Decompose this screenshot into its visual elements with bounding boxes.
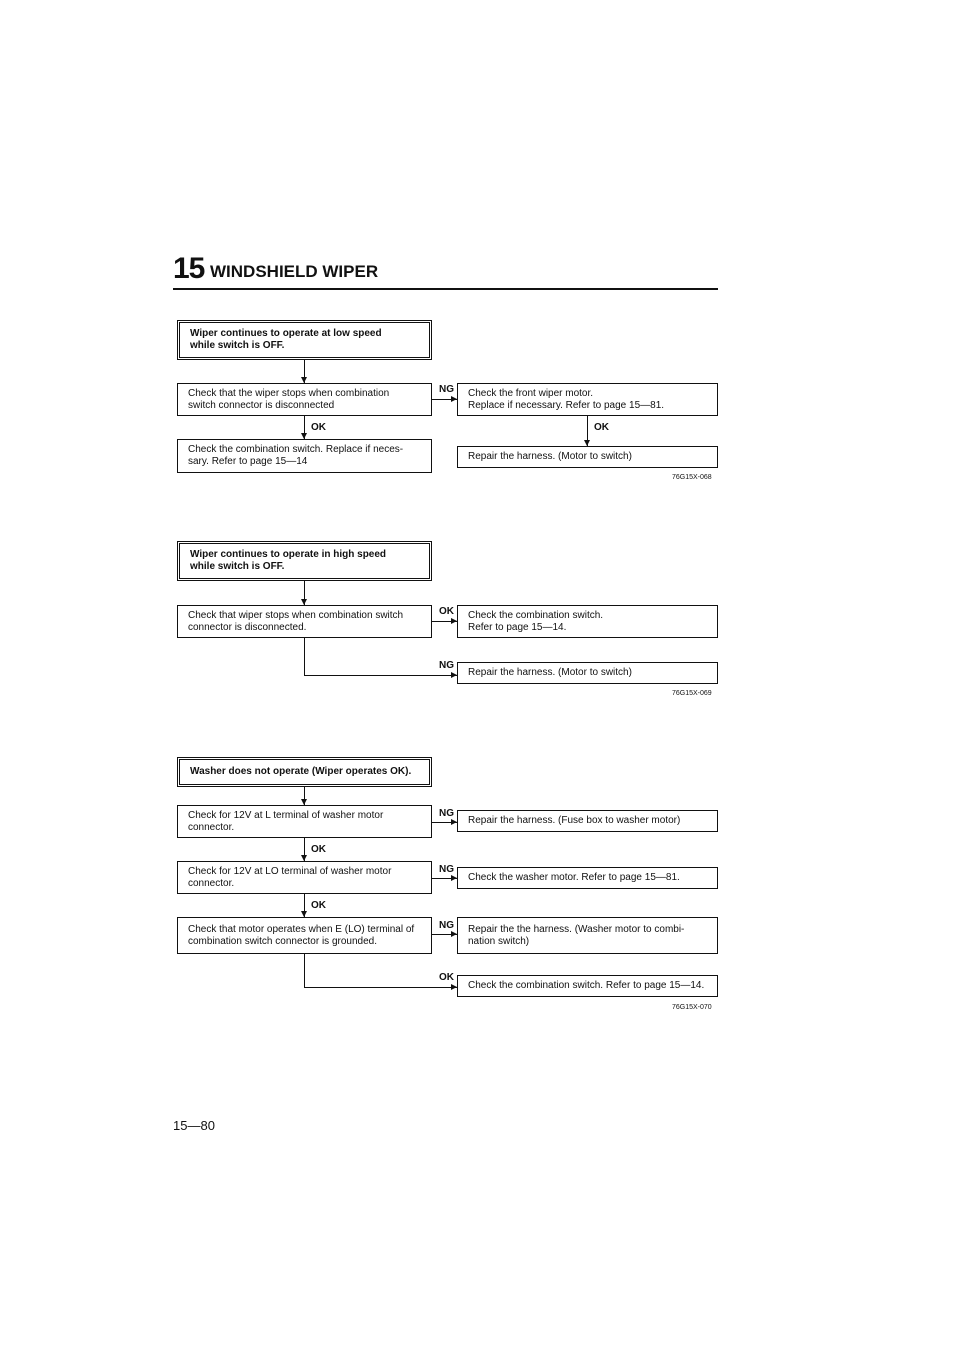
check-box: Check that motor operates when E (LO) terminal of combination switch connector is grounded. — [177, 917, 432, 954]
ok-label: OK — [311, 844, 326, 855]
result-box: Check the front wiper motor. Replace if necessary. Refer to page 15—81. — [457, 383, 718, 416]
connector-line — [304, 675, 457, 676]
section-title: WINDSHIELD WIPER — [210, 262, 379, 281]
check-box: Check for 12V at L terminal of washer motor connector. — [177, 805, 432, 838]
check-box: Check that wiper stops when combination switch connector is disconnected. — [177, 605, 432, 638]
ng-label: NG — [439, 660, 454, 671]
result-box: Check the combination switch. Refer to page 15—14. — [457, 975, 718, 997]
page-number: 15—80 — [173, 1118, 215, 1133]
result-box: Check the combination switch. Refer to page 15—14. — [457, 605, 718, 638]
ok-label: OK — [439, 606, 454, 617]
start-box: Wiper continues to operate at low speed while switch is OFF. — [177, 320, 432, 360]
header-rule — [173, 288, 718, 290]
figure-code: 76G15X-070 — [672, 1004, 712, 1011]
figure-code: 76G15X-069 — [672, 690, 712, 697]
result-box: Repair the harness. (Motor to switch) — [457, 662, 718, 684]
ng-label: NG — [439, 920, 454, 931]
ng-label: NG — [439, 384, 454, 395]
start-box: Wiper continues to operate in high speed while switch is OFF. — [177, 541, 432, 581]
ok-label: OK — [594, 422, 609, 433]
ng-label: NG — [439, 864, 454, 875]
ok-label: OK — [439, 972, 454, 983]
check-box: Check that the wiper stops when combination switch connector is disconnected — [177, 383, 432, 416]
start-box: Washer does not operate (Wiper operates OK). — [177, 757, 432, 787]
connector-line — [304, 987, 457, 988]
ng-label: NG — [439, 808, 454, 819]
check-box: Check for 12V at LO terminal of washer motor connector. — [177, 861, 432, 894]
result-box: Repair the the harness. (Washer motor to combi- nation switch) — [457, 917, 718, 954]
figure-code: 76G15X-068 — [672, 474, 712, 481]
section-number: 15 — [173, 252, 205, 285]
connector-line — [304, 638, 305, 675]
ok-label: OK — [311, 422, 326, 433]
result-box: Check the combination switch. Replace if neces- sary. Refer to page 15—14 — [177, 439, 432, 473]
ok-label: OK — [311, 900, 326, 911]
result-box: Repair the harness. (Fuse box to washer motor) — [457, 810, 718, 832]
result-box: Check the washer motor. Refer to page 15—81. — [457, 867, 718, 889]
result-box: Repair the harness. (Motor to switch) — [457, 446, 718, 468]
connector-line — [304, 954, 305, 987]
